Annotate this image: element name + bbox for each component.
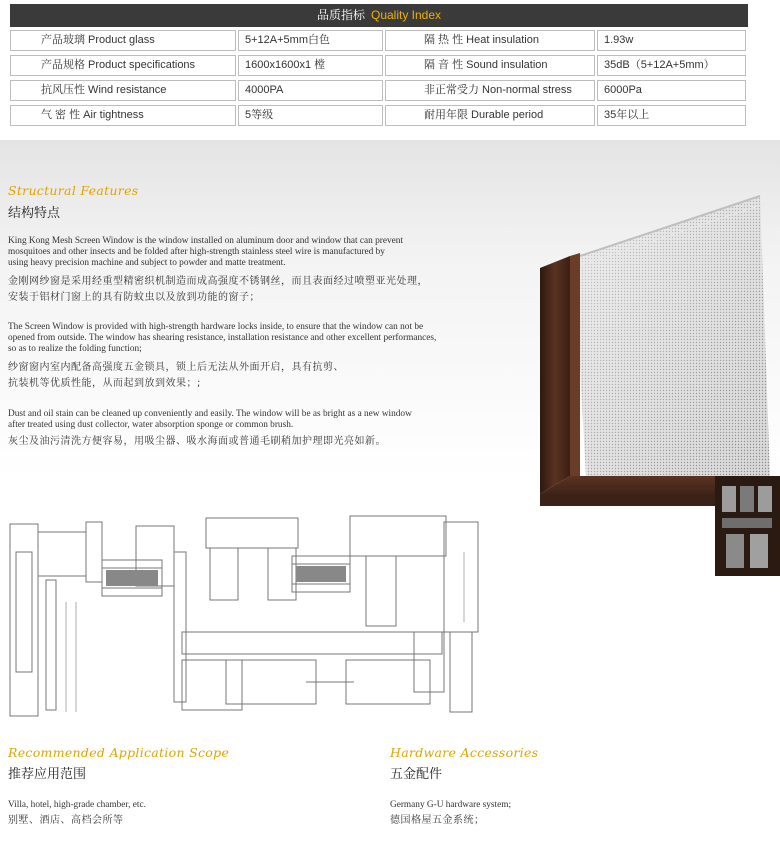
table-cell: 35年以上: [597, 105, 746, 126]
table-cell: 5等级: [238, 105, 383, 126]
table-cell: 4000PA: [238, 80, 383, 101]
table-cell: 6000Pa: [597, 80, 746, 101]
text-line: mosquitoes and other insects and be folded after high-strength stainless steel wire is manufactured by: [8, 247, 385, 257]
table-cell: 隔 音 性 Sound insulation: [385, 55, 595, 76]
text-line: 安装于铝材门窗上的具有防蚊虫以及放到功能的窗子；: [8, 292, 260, 303]
structural-para2-en: [8, 322, 436, 355]
quality-index-header: [10, 4, 748, 27]
table-cell: 产品规格 Product specifications: [10, 55, 236, 76]
text-line: 灰尘及油污清洗方便容易，用吸尘器、吸水海面或普通毛刷稍加护理即光亮如新。: [8, 436, 386, 447]
table-cell: 气 密 性 Air tightness: [10, 105, 236, 126]
quality-index-title-cn: 品质指标: [316, 8, 365, 22]
structural-title-cn: 结构特点: [8, 206, 61, 221]
table-cell: 非正常受力 Non-normal stress: [385, 80, 595, 101]
text-line: 金刚网纱窗是采用经重型精密织机制造而成高强度不锈钢丝，而且表面经过喷塑亚光处理，: [8, 276, 428, 287]
table-cell: 35dB（5+12A+5mm）: [597, 55, 746, 76]
structural-para1-en: [8, 236, 403, 269]
table-cell: 5+12A+5mm白色: [238, 30, 383, 51]
hardware-title-en: Hardware Accessories: [390, 745, 539, 760]
quality-index-title-en: Quality Index: [370, 8, 442, 22]
window-corner-photo: [530, 176, 780, 586]
text-line: so as to realize the folding function;: [8, 344, 142, 354]
hardware-title-cn: 五金配件: [390, 767, 443, 782]
hardware-text-cn: 德国格屋五金系统；: [390, 815, 485, 826]
application-title-en: Recommended Application Scope: [8, 745, 230, 760]
structural-para3-en: [8, 409, 412, 431]
structural-title-en: Structural Features: [8, 183, 139, 198]
structural-para2-cn: [8, 360, 344, 392]
profile-cross-section-drawing: [6, 512, 486, 730]
table-cell: 1.93w: [597, 30, 746, 51]
table-cell: 耐用年限 Durable period: [385, 105, 595, 126]
hardware-text-en: Germany G-U hardware system;: [390, 800, 512, 810]
structural-para3-cn: [8, 434, 386, 450]
text-line: Dust and oil stain can be cleaned up conveniently and easily. The window will be as bright as a new window: [8, 409, 412, 419]
table-cell: 1600x1600x1 樘: [238, 55, 383, 76]
application-text-cn: 别墅、酒店、高档会所等: [8, 815, 124, 826]
table-row: [10, 55, 748, 76]
application-text-en: Villa, hotel, high-grade chamber, etc.: [8, 800, 146, 810]
table-row: [10, 105, 748, 126]
text-line: after treated using dust collector, water absorption sponge or common brush.: [8, 420, 294, 430]
text-line: King Kong Mesh Screen Window is the window installed on aluminum door and window that can prevent: [8, 236, 404, 246]
table-cell: 抗风压性 Wind resistance: [10, 80, 236, 101]
table-cell: 隔 热 性 Heat insulation: [385, 30, 595, 51]
application-title-cn: 推荐应用范围: [8, 767, 87, 782]
text-line: 纱窗窗内室内配备高强度五金锁具，锁上后无法从外面开启，具有抗剪、: [8, 362, 344, 373]
text-line: opened from outside. The window has shearing resistance, installation resistance and other excellent performances,: [8, 333, 437, 343]
quality-index-table: [10, 30, 748, 130]
text-line: 抗装机等优质性能，从而起到放到效果；;: [8, 378, 201, 389]
table-row: [10, 80, 748, 101]
structural-para1-cn: [8, 274, 428, 306]
text-line: The Screen Window is provided with high-strength hardware locks inside, to ensure that the window can not be: [8, 322, 424, 332]
table-row: [10, 30, 748, 51]
table-cell: 产品玻璃 Product glass: [10, 30, 236, 51]
text-line: using heavy precision machine and subject to powder and matte treatment.: [8, 258, 286, 268]
